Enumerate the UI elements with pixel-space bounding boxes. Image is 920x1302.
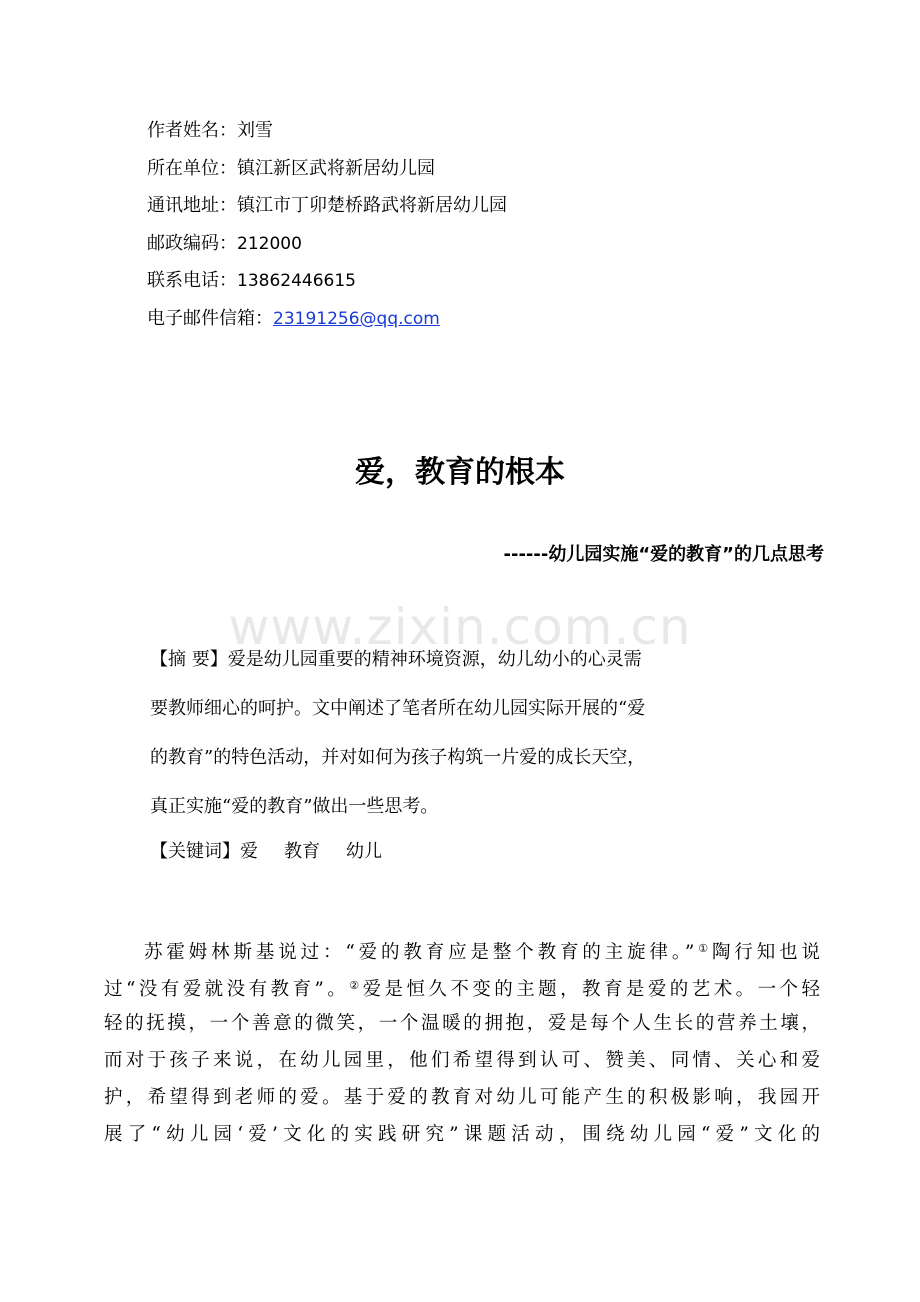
phone-line (147, 266, 507, 304)
phone-value: 13862446615 (237, 271, 356, 291)
postcode-label: 邮政编码： (147, 232, 237, 254)
abstract-line: 的教育”的特色活动，并对如何为孩子构筑一片爱的成长天空， (150, 747, 646, 768)
body-paragraph (104, 930, 820, 1154)
body-text-segment: 苏霍姆林斯基说过：“爱的教育应是整个教育的主旋律。” (144, 942, 695, 963)
abstract-line: 真正实施“爱的教育”做出一些思考。 (150, 796, 439, 817)
address-value: 镇江市丁卯楚桥路武将新居幼儿园 (237, 195, 507, 216)
abstract-line: 【摘 要】爱是幼儿园重要的精神环境资源，幼儿幼小的心灵需 (150, 649, 642, 670)
author-info-block (147, 116, 507, 341)
keywords-label: 【关键词】 (150, 841, 240, 862)
email-line (147, 304, 507, 342)
footnote-ref: ① (694, 942, 713, 955)
keyword: 幼儿 (346, 841, 382, 862)
body-line: 而对于孩子来说，在幼儿园里，他们希望得到认可、赞美、同情、关心和爱 (104, 1049, 820, 1071)
body-line: 展了“幼儿园‘爱’文化的实践研究”课题活动，围绕幼儿园“爱”文化的 (104, 1124, 820, 1146)
body-line (104, 967, 820, 1004)
author-name-label: 作者姓名： (147, 120, 237, 141)
abstract-line: 要教师细心的呵护。文中阐述了笔者所在幼儿园实际开展的“爱 (150, 698, 646, 719)
body-line (104, 930, 820, 967)
email-link[interactable]: 23191256@qq.com (273, 308, 440, 329)
keyword: 爱 (240, 841, 258, 862)
abstract-block (150, 640, 770, 836)
body-text-segment: 爱是恒久不变的主题，教育是爱的艺术。一个轻 (362, 979, 820, 1001)
author-name-line (147, 116, 507, 154)
unit-label: 所在单位： (147, 157, 237, 179)
article-title: 爱，教育的根本 (355, 455, 565, 490)
body-line: 轻的抚摸，一个善意的微笑，一个温暖的拥抱，爱是每个人生长的营养土壤， (104, 1012, 820, 1034)
phone-label: 联系电话： (147, 270, 237, 291)
unit-value: 镇江新区武将新居幼儿园 (237, 157, 435, 179)
address-line (147, 191, 507, 229)
postcode-value: 212000 (237, 233, 302, 254)
keywords-line (150, 832, 408, 872)
footnote-ref: ② (349, 979, 363, 993)
article-subtitle: ------幼儿园实施“爱的教育”的几点思考 (503, 544, 824, 565)
body-text-segment: 陶行知也说 (712, 942, 820, 963)
address-label: 通讯地址： (147, 195, 237, 216)
postcode-line (147, 229, 507, 267)
body-line: 护，希望得到老师的爱。基于爱的教育对幼儿可能产生的积极影响，我园开 (104, 1087, 820, 1109)
unit-line (147, 154, 507, 192)
email-label: 电子邮件信箱： (147, 307, 273, 329)
keyword: 教育 (284, 841, 320, 862)
author-name-value: 刘雪 (237, 120, 273, 141)
body-text-segment: 过“没有爱就没有教育”。 (104, 979, 350, 1001)
watermark: www.zixin.com.cn (228, 598, 692, 656)
